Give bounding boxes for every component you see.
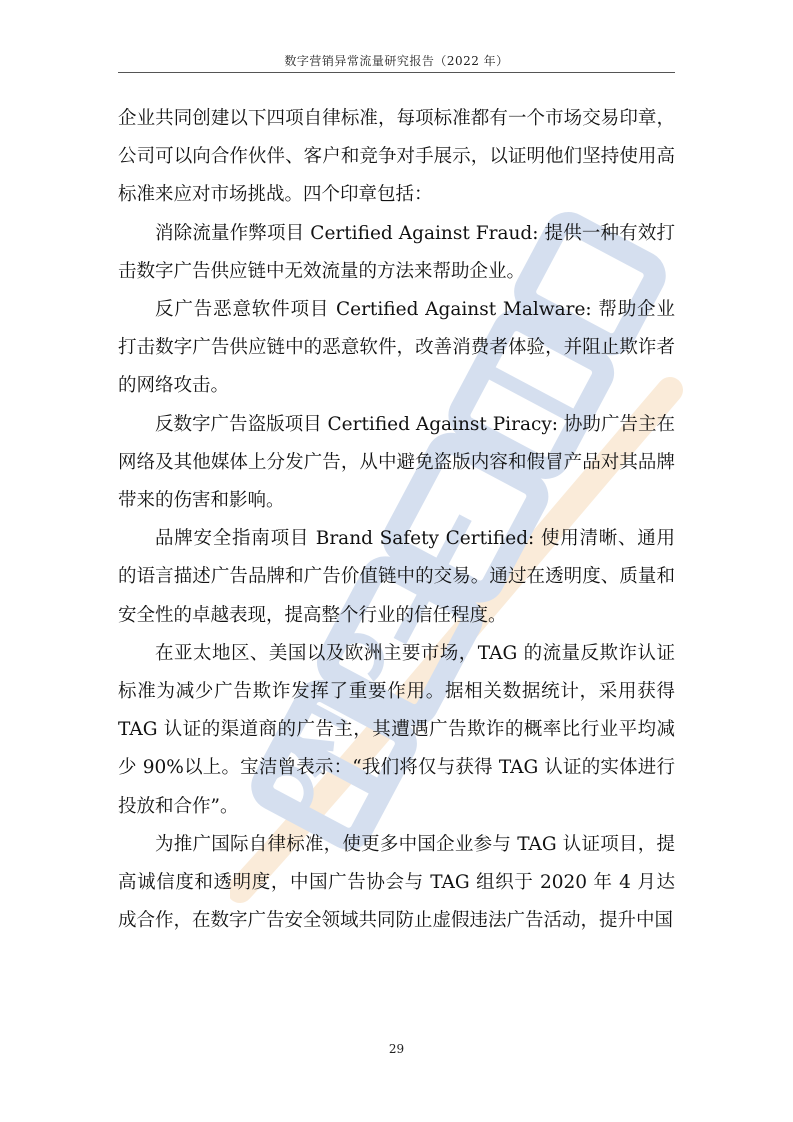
paragraph-certified-against-malware: 反广告恶意软件项目 Certified Against Malware: 帮助企业打击数字广告供应链中的恶意软件，改善消费者体验，并阻止欺诈者的网络攻击。 [118,299,675,397]
page-number: 29 [388,1042,405,1056]
header-rule [118,72,675,73]
paragraph-intro: 企业共同创建以下四项自律标准，每项标准都有一个市场交易印章，公司可以向合作伙伴、客户和竞争对手展示，以证明他们坚持使用高标准来应对市场挑战。四个印章包括： [118,108,675,206]
paragraph-tag-impact: 在亚太地区、美国以及欧洲主要市场，TAG 的流量反欺诈认证标准为减少广告欺诈发挥了重要作用。据相关数据统计，采用获得 TAG 认证的渠道商的广告主，其遭遇广告欺诈的概率比行业平均减少 90%以上。宝洁曾表示：“我们将仅与获得 TAG 认证的实体进行投放和合作”。 [118,642,675,817]
paragraph-certified-against-fraud: 消除流量作弊项目 Certified Against Fraud: 提供一种有效打击数字广告供应链中无效流量的方法来帮助企业。 [118,222,675,282]
running-header: 数字营销异常流量研究报告（2022 年） [284,54,509,68]
paragraph-certified-against-piracy: 反数字广告盗版项目 Certified Against Piracy: 协助广告主在网络及其他媒体上分发广告，从中避免盗版内容和假冒产品对其品牌带来的伤害和影响。 [118,413,675,512]
paragraph-brand-safety-certified: 品牌安全指南项目 Brand Safety Certified: 使用清晰、通用的语言描述广告品牌和广告价值链中的交易。通过在透明度、质量和安全性的卓越表现，提高整个行业的信任程度。 [118,528,675,626]
body-text [118,100,675,940]
paragraph-china-cooperation: 为推广国际自律标准，使更多中国企业参与 TAG 认证项目，提高诚信度和透明度，中国广告协会与 TAG 组织于 2020 年 4 月达成合作，在数字广告安全领域共同防止虚假违法广告活动，提升中国 [118,833,675,932]
